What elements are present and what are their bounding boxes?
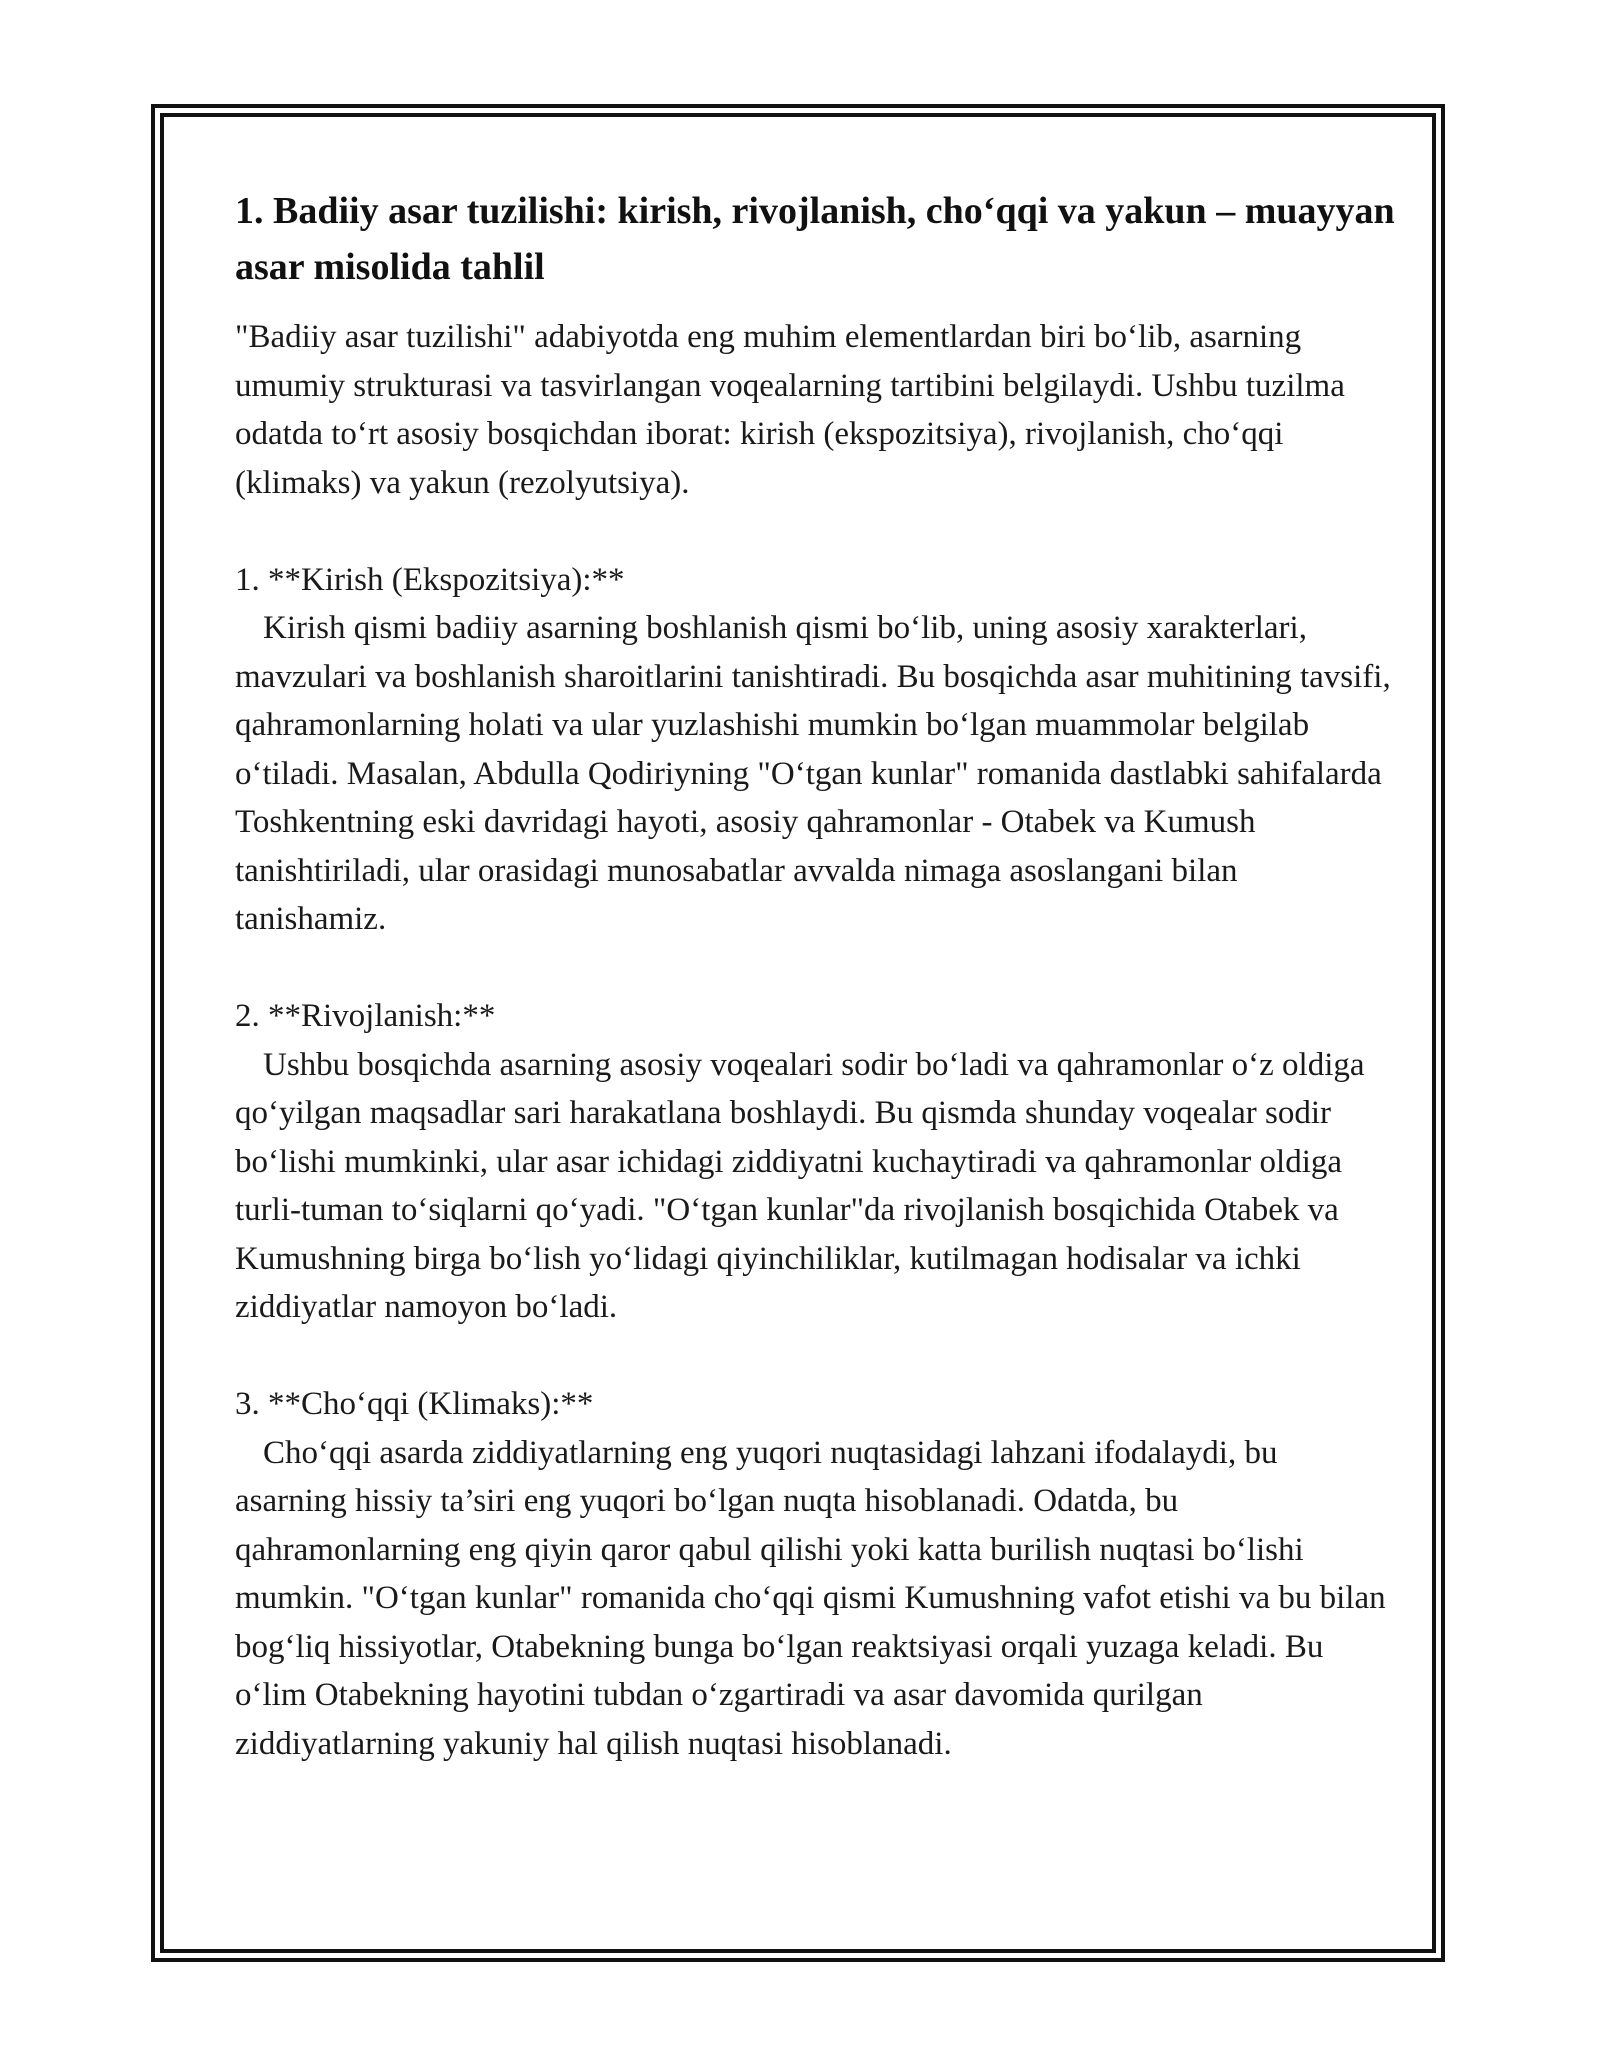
intro-paragraph: "Badiiy asar tuzilishi" adabiyotda eng muhim elementlardan biri bo‘lib, asarning umumiy strukturasi va tasvirlangan voqealarning tartibini belgilaydi. Ushbu tuzilma odatda to‘rt asosiy bosqichdan iborat: kirish (ekspozitsiya), rivojlanish, cho‘qqi (klimaks) va yakun (rezolyutsiya). — [235, 319, 1345, 501]
document-title: 1. Badiiy asar tuzilishi: kirish, rivojlanish, cho‘qqi va yakun – muayyan asar misolida tahlil — [235, 190, 1395, 288]
paragraph-gap — [235, 507, 1395, 556]
section-choqqi — [235, 1380, 1395, 1768]
section-heading: 3. **Cho‘qqi (Klimaks):** — [235, 1386, 594, 1422]
paragraph-gap — [235, 1332, 1395, 1381]
section-body: Cho‘qqi asarda ziddiyatlarning eng yuqori nuqtasidagi lahzani ifodalaydi, bu asarning hissiy ta’siri eng yuqori bo‘lgan nuqta hisoblanadi. Odatda, bu qahramonlarning eng qiyin qaror qabul qilishi yoki katta burilish nuqtasi bo‘lishi mumkin. "O‘tgan kunlar" romanida cho‘qqi qismi Kumushning vafot etishi va bu bilan bog‘liq hissiyotlar, Otabekning bunga bo‘lgan reaktsiyasi orqali yuzaga keladi. Bu o‘lim Otabekning hayotini tubdan o‘zgartiradi va asar davomida qurilgan ziddiyatlarning yakuniy hal qilish nuqtasi hisoblanadi. — [235, 1434, 1386, 1762]
section-rivojlanish — [235, 992, 1395, 1332]
document-content — [235, 183, 1395, 1768]
section-heading: 2. **Rivojlanish:** — [235, 998, 496, 1034]
section-body-wrapper — [235, 1041, 1395, 1332]
section-kirish — [235, 556, 1395, 944]
section-body-wrapper — [235, 604, 1395, 944]
section-body: Ushbu bosqichda asarning asosiy voqealari sodir bo‘ladi va qahramonlar o‘z oldiga qo‘yilgan maqsadlar sari harakatlana boshlaydi. Bu qismda shunday voqealar sodir bo‘lishi mumkinki, ular asar ichidagi ziddiyatni kuchaytiradi va qahramonlar oldiga turli-tuman to‘siqlarni qo‘yadi. "O‘tgan kunlar"da rivojlanish bosqichida Otabek va Kumushning birga bo‘lish yo‘lidagi qiyinchiliklar, kutilmagan hodisalar va ichki ziddiyatlar namoyon bo‘ladi. — [235, 1046, 1365, 1325]
paragraph-gap — [235, 944, 1395, 993]
section-body: Kirish qismi badiiy asarning boshlanish qismi bo‘lib, uning asosiy xarakterlari, mavzulari va boshlanish sharoitlarini tanishtiradi. Bu bosqichda asar muhitining tavsifi, qahramonlarning holati va ular yuzlashishi mumkin bo‘lgan muammolar belgilab o‘tiladi. Masalan, Abdulla Qodiriyning "O‘tgan kunlar" romanida dastlabki sahifalarda Toshkentning eski davridagi hayoti, asosiy qahramonlar - Otabek va Kumush tanishtiriladi, ular orasidagi munosabatlar avvalda nimaga asoslangani bilan tanishamiz. — [235, 610, 1391, 937]
section-heading: 1. **Kirish (Ekspozitsiya):** — [235, 561, 625, 598]
section-body-wrapper — [235, 1429, 1395, 1769]
